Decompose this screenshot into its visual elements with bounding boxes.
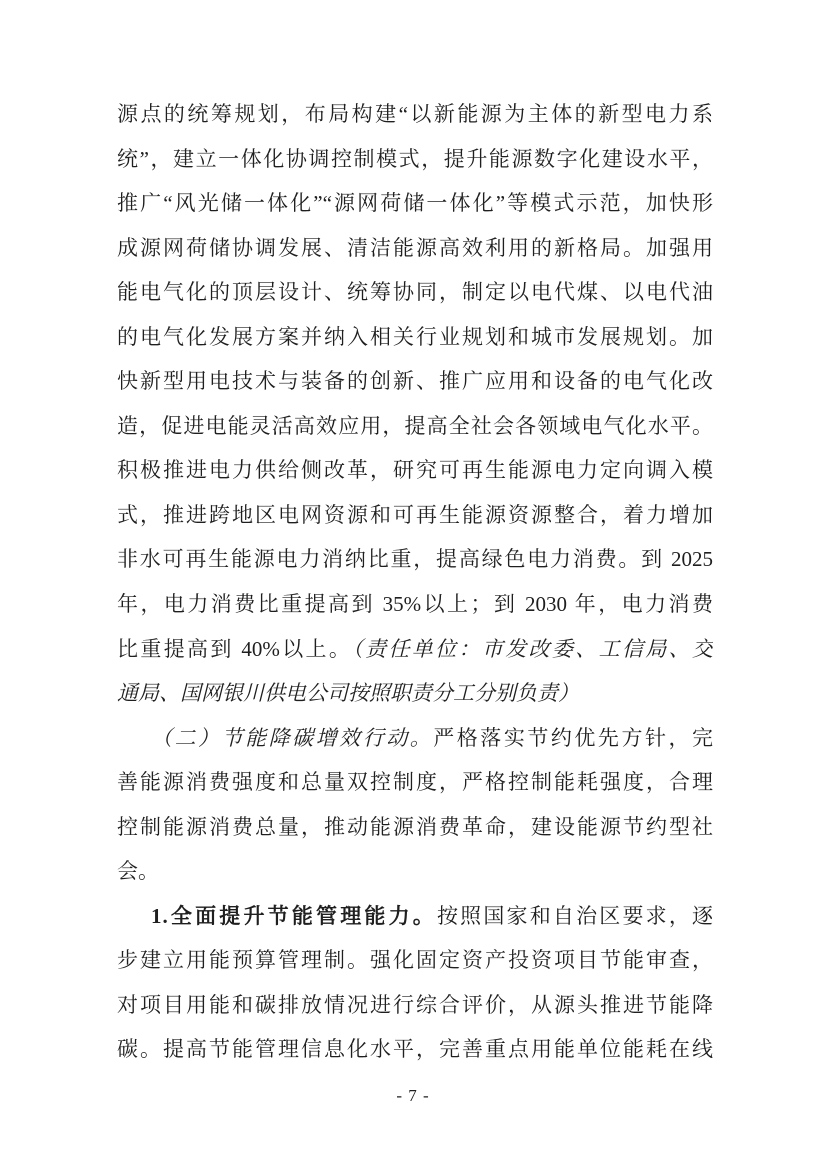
- text-segment-kai: 通局、国网银川供电公司按照职责分工分别负责）: [117, 681, 579, 706]
- text-segment-song: 碳。提高节能管理信息化水平，完善重点用能单位能耗在线: [117, 1037, 713, 1062]
- page-number: - 7 -: [396, 1086, 430, 1105]
- text-line: [117, 181, 713, 226]
- text-line: [117, 359, 713, 404]
- text-segment-song: 善能源消费强度和总量双控制度，严格控制能耗强度，合理: [117, 770, 713, 795]
- text-line: [117, 1027, 713, 1072]
- text-line: [117, 894, 713, 939]
- text-line: [117, 716, 713, 761]
- text-line: [117, 671, 713, 716]
- text-line: [117, 537, 713, 582]
- text-line: [117, 448, 713, 493]
- text-segment-song: 步建立用能预算管理制。强化固定资产投资项目节能审查，: [117, 948, 713, 973]
- text-line: [117, 983, 713, 1028]
- text-line: [117, 92, 713, 137]
- text-line: [117, 849, 713, 894]
- text-segment-song: 式，推进跨地区电网资源和可再生能源资源整合，着力增加: [117, 502, 713, 527]
- text-segment-song: 比重提高到 40%以上。: [117, 636, 353, 661]
- text-segment-song: 快新型用电技术与装备的创新、推广应用和设备的电气化改: [117, 369, 713, 394]
- text-segment-song: 造，促进电能灵活高效应用，提高全社会各领域电气化水平。: [117, 413, 713, 438]
- text-line: [117, 137, 713, 182]
- document-body: [117, 92, 713, 1072]
- text-segment-song: 成源网荷储协调发展、清洁能源高效利用的新格局。加强用: [117, 235, 713, 260]
- text-segment-kai: （责任单位：市发改委、工信局、交: [352, 636, 713, 661]
- text-line: [117, 404, 713, 449]
- text-segment-song: 统”，建立一体化协调控制模式，提升能源数字化建设水平，: [117, 146, 713, 171]
- text-segment-song: 能电气化的顶层设计、统筹协同，制定以电代煤、以电代油: [117, 280, 713, 305]
- text-segment-song: 的电气化发展方案并纳入相关行业规划和城市发展规划。加: [117, 324, 713, 349]
- text-segment-kai: （二）节能降碳增效行动。: [151, 725, 434, 750]
- text-line: [117, 938, 713, 983]
- text-segment-song: 控制能源消费总量，推动能源消费革命，建设能源节约型社: [117, 814, 713, 839]
- text-line: [117, 760, 713, 805]
- text-segment-song: 按照国家和自治区要求，逐: [436, 903, 713, 928]
- text-segment-bold: 1.全面提升节能管理能力。: [151, 903, 437, 928]
- text-segment-song: 严格落实节约优先方针，完: [433, 725, 713, 750]
- text-line: [117, 270, 713, 315]
- text-segment-song: 非水可再生能源电力消纳比重，提高绿色电力消费。到 2025: [117, 547, 713, 572]
- text-segment-song: 会。: [117, 859, 159, 884]
- text-line: [117, 315, 713, 360]
- text-line: [117, 582, 713, 627]
- text-segment-song: 源点的统筹规划，布局构建“以新能源为主体的新型电力系: [117, 102, 713, 126]
- text-segment-song: 年，电力消费比重提高到 35%以上；到 2030 年，电力消费: [117, 592, 713, 617]
- text-line: [117, 226, 713, 271]
- text-line: [117, 805, 713, 850]
- text-line: [117, 627, 713, 672]
- text-segment-song: 积极推进电力供给侧改革，研究可再生能源电力定向调入模: [117, 458, 713, 483]
- text-segment-song: 对项目用能和碳排放情况进行综合评价，从源头推进节能降: [117, 992, 713, 1017]
- text-segment-song: 推广“风光储一体化”“源网荷储一体化”等模式示范，加快形: [117, 191, 713, 216]
- text-line: [117, 493, 713, 538]
